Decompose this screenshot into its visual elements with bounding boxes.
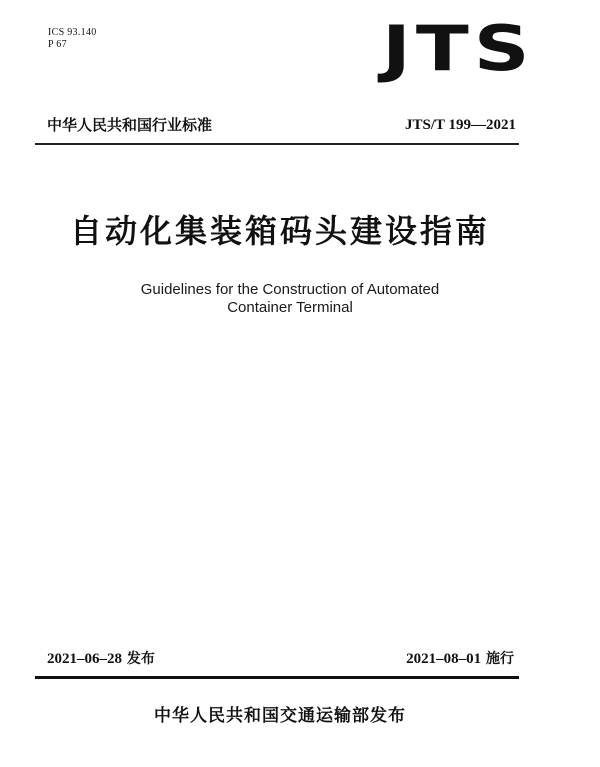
title-english-line-2: Container Terminal <box>227 299 353 316</box>
bottom-divider <box>35 676 519 679</box>
issue-date: 2021–06–28 <box>47 651 122 667</box>
standard-type: 中华人民共和国行业标准 <box>47 116 213 134</box>
ccs-code: P 67 <box>48 39 67 50</box>
ics-code: ICS 93.140 <box>48 27 97 38</box>
jts-logo: JTS <box>382 12 535 85</box>
publisher: 中华人民共和国交通运输部发布 <box>154 706 406 726</box>
effective-date: 2021–08–01 <box>406 651 482 667</box>
issue-label: 发布 <box>126 651 155 667</box>
issue-date-block <box>47 650 155 668</box>
title-english-line-1: Guidelines for the Construction of Automated <box>140 281 440 298</box>
classification-codes <box>48 27 97 51</box>
effective-date-block <box>406 650 514 668</box>
title-chinese: 自动化集装箱码头建设指南 <box>69 212 490 250</box>
standard-number: JTS/T 199—2021 <box>405 117 516 133</box>
top-divider <box>35 143 519 145</box>
effective-label: 施行 <box>486 651 514 667</box>
title-english <box>70 281 510 317</box>
